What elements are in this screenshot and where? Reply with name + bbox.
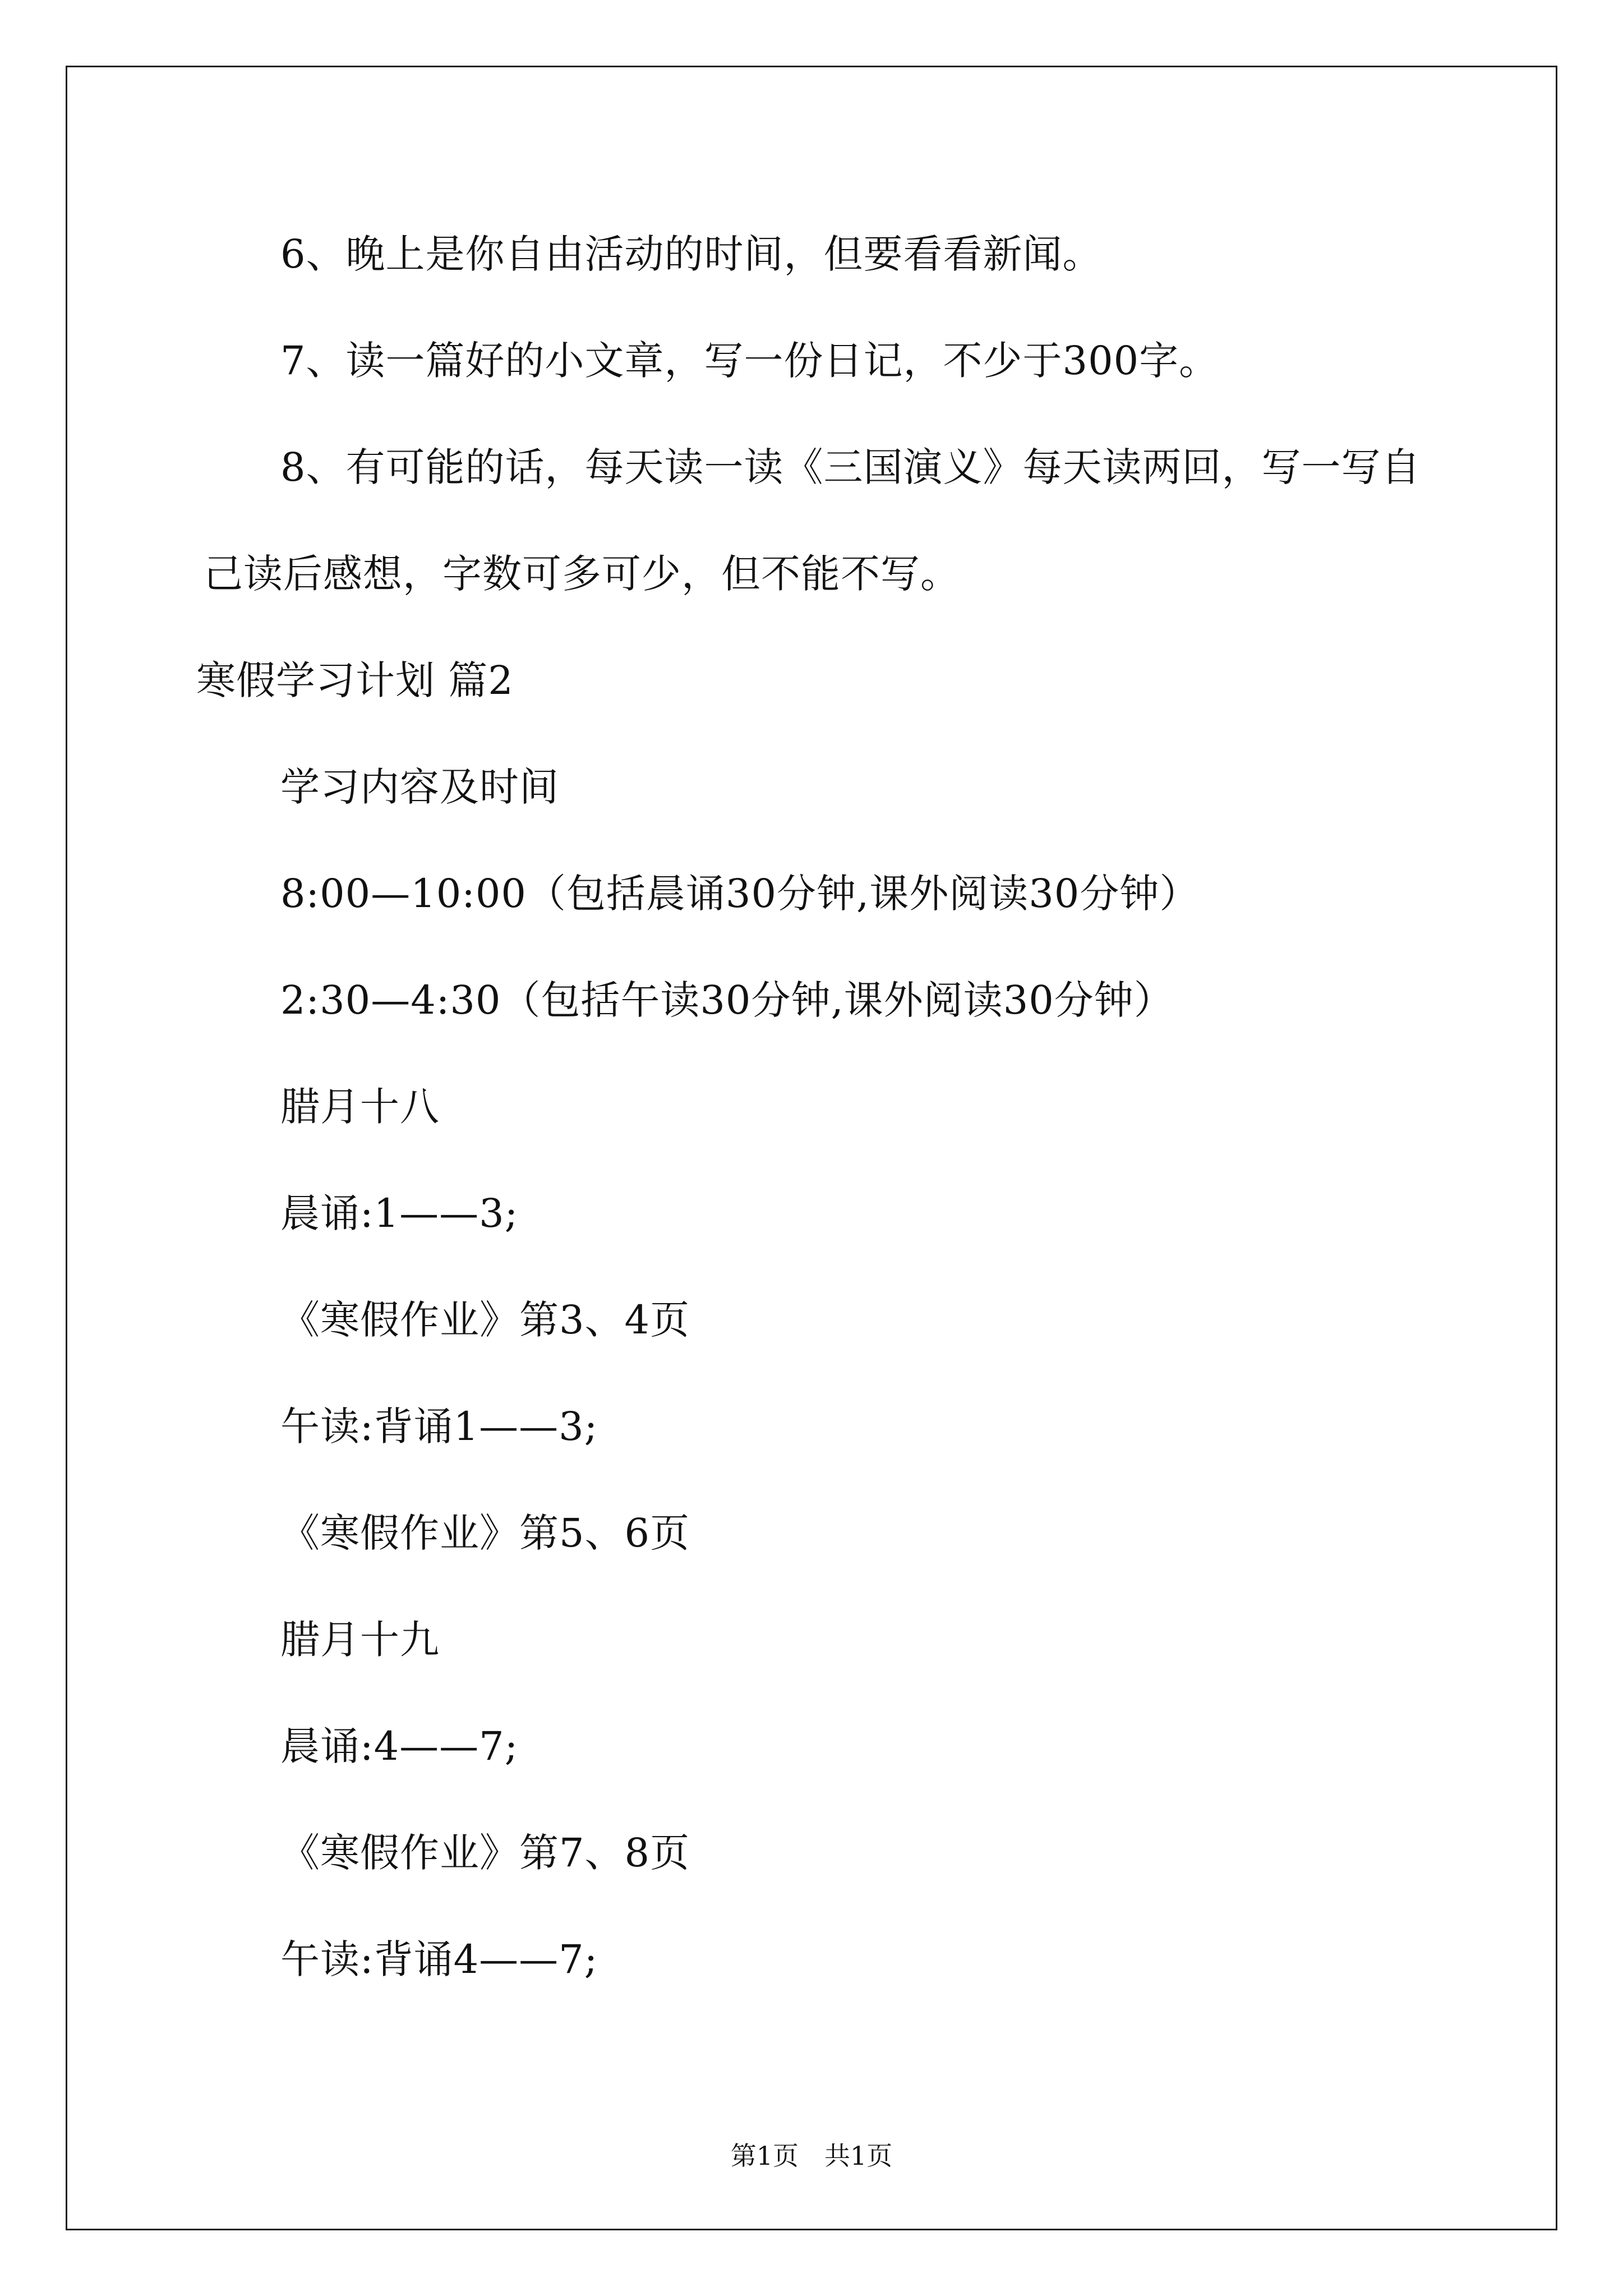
plan-line: 8:00—10:00（包括晨诵30分钟,课外阅读30分钟） [280,871,1200,917]
plan-line: 2:30—4:30（包括午读30分钟,课外阅读30分钟） [280,977,1174,1023]
paragraph-item-6: 6、晚上是你自由活动的时间，但要看看新闻。 [280,231,1103,277]
plan-line: 晨诵:1——3; [280,1190,519,1236]
section-heading: 寒假学习计划 篇2 [196,657,514,703]
plan-line: 晨诵:4——7; [280,1723,519,1769]
plan-line: 《寒假作业》第5、6页 [280,1510,690,1556]
paragraph-item-8: 8、有可能的话，每天读一读《三国演义》每天读两回，写一写自 [280,444,1421,490]
plan-line: 腊月十八 [280,1084,440,1130]
plan-line: 午读:背诵1——3; [280,1404,598,1450]
paragraph-item-7: 7、读一篇好的小文章，写一份日记，不少于300字。 [280,338,1219,384]
page-footer: 第1页 共1页 [730,2141,893,2171]
plan-line: 腊月十九 [280,1617,440,1663]
plan-line: 《寒假作业》第7、8页 [280,1830,690,1876]
plan-line: 午读:背诵4——7; [280,1936,598,1982]
plan-line: 学习内容及时间 [280,764,559,810]
plan-line: 《寒假作业》第3、4页 [280,1297,690,1343]
paragraph-item-8-continued: 己读后感想，字数可多可少，但不能不写。 [204,551,960,597]
